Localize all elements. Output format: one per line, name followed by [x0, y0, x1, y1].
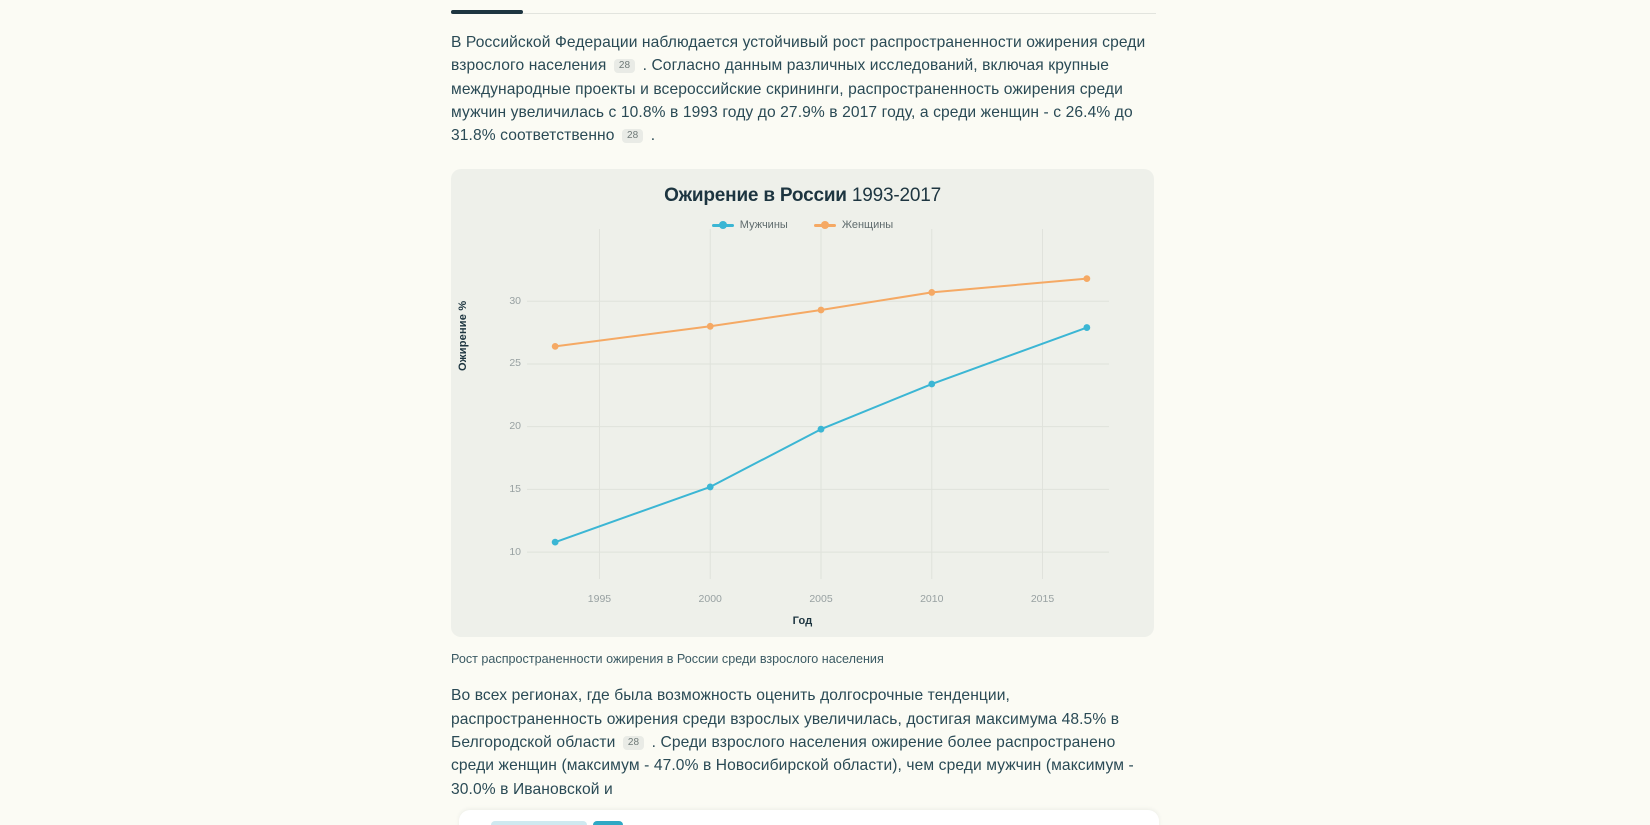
citation-badge[interactable]: 28 — [614, 59, 635, 73]
paragraph-intro-text-1: В Российской Федерации наблюдается устойчивый рост распространенности ожирения среди взрослого населения — [451, 34, 1146, 75]
paragraph-intro-text-3: . — [650, 127, 656, 145]
chart-y-tick-label: 15 — [509, 482, 521, 495]
bottom-peek-card[interactable] — [459, 810, 1159, 825]
chart-y-tick-label: 30 — [509, 294, 521, 307]
citation-badge[interactable]: 28 — [623, 736, 644, 750]
chart-y-tick-label: 10 — [509, 545, 521, 558]
figure-caption: Рост распространенности ожирения в России среди взрослого населения — [451, 652, 884, 667]
chart-y-axis-title: Ожирение % — [457, 301, 469, 372]
chart-card — [451, 169, 1154, 637]
chart-plot-area — [451, 169, 1154, 637]
chart-y-tick-label: 20 — [509, 420, 521, 433]
chart-y-tick-label: 25 — [509, 357, 521, 370]
paragraph-after-text-1: Во всех регионах, где была возможность оценить долгосрочные тенденции, распространенность ожирения среди взрослых увеличилась, достигая максимума 48.5% в Белгородской области — [451, 687, 1120, 752]
chart-x-tick-label: 2000 — [698, 593, 722, 606]
chart-x-tick-label: 2015 — [1030, 593, 1055, 606]
citation-badge[interactable]: 28 — [622, 129, 643, 143]
content-column — [451, 14, 1156, 801]
bottom-card-tag — [491, 821, 587, 825]
legend-label-women: Женщины — [841, 219, 894, 232]
chart-x-axis-title: Год — [792, 615, 813, 628]
chart-x-tick-label: 1995 — [587, 593, 612, 606]
chart-x-tick-label: 2005 — [809, 593, 833, 606]
paragraph-after-text-2: . Среди взрослого населения ожирение более распространено среди женщин (максимум - 47.0% в Новосибирской области), чем среди мужчин (максимум - 30.0% в Ивановской и — [451, 734, 1134, 798]
paragraph-after — [451, 684, 1156, 800]
chart-svg — [451, 169, 1154, 637]
chart-title-range: 1993-2017 — [851, 185, 941, 207]
paragraph-intro-text-2: . Согласно данным различных исследований, включая крупные международные проекты и всероссийские скрининги, распространенность ожирения среди мужчин увеличилась с 10.8% в 1993 году до 27.9% в 2017 году, а среди женщин - с 26.4% до 31.8% соответственно — [451, 57, 1133, 145]
bottom-card-accent-tag — [593, 821, 623, 825]
tab-bar — [451, 0, 1156, 14]
chart-x-tick-label: 2010 — [920, 593, 944, 606]
paragraph-intro — [451, 31, 1156, 147]
legend-label-men: Мужчины — [739, 219, 788, 232]
chart-title-main: Ожирение в России — [664, 185, 847, 207]
